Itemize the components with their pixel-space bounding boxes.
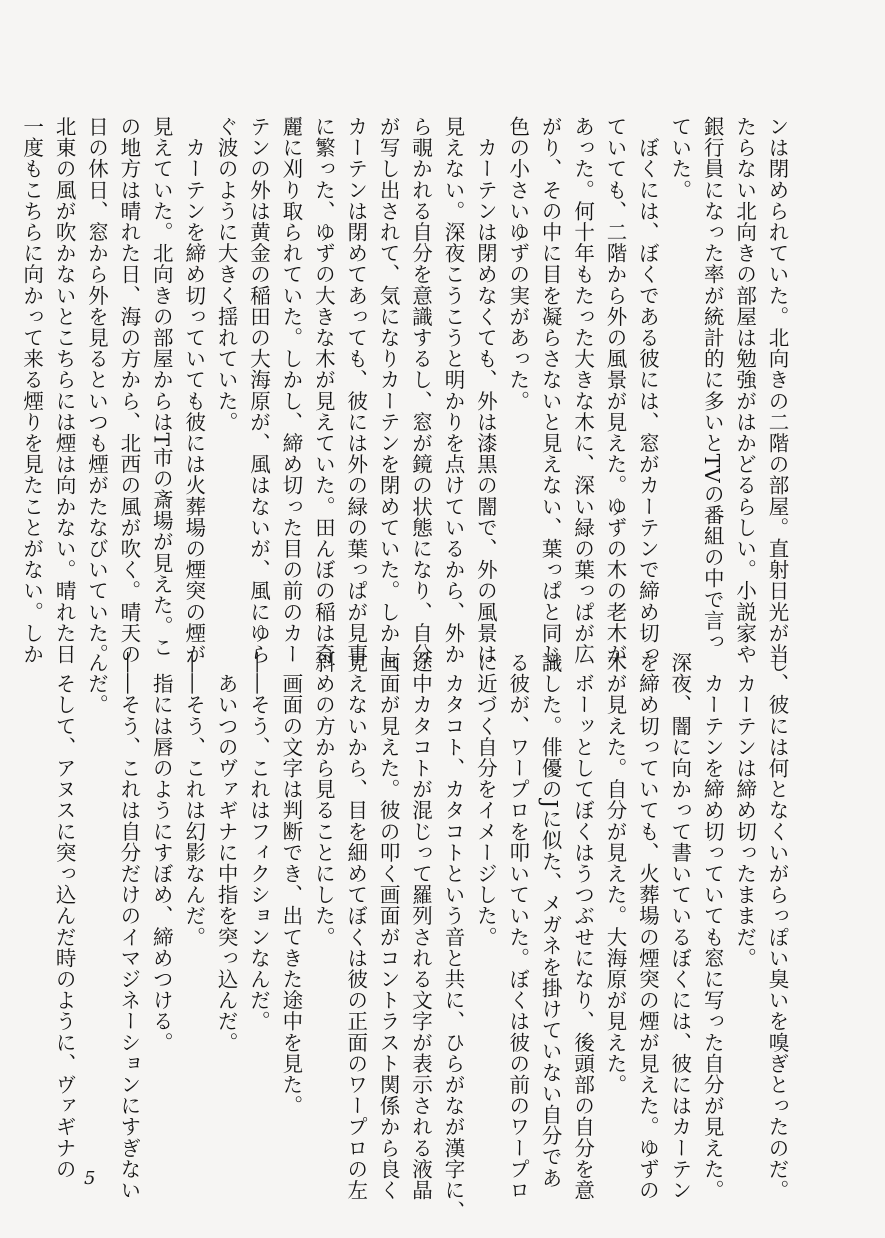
text-column: 識した。俳優のJに似た、メガネを掛けていない自分であ <box>538 652 563 1189</box>
text-column: カーテンは締め切ったままだ。 <box>732 652 757 969</box>
text-column: を締め切っていても、火葬場の煙突の煙が見えた。ゆずの <box>635 652 660 1201</box>
text-column: ていた。 <box>667 116 692 201</box>
text-column: が写し出されて、気になりカーテンを閉めていた。しかし、 <box>376 116 401 686</box>
text-column: 麗に刈り取られていた。しかし、締め切った目の前のカー <box>278 116 303 665</box>
text-column: あった。何十年もたった大きな木に、深い緑の葉っぱが広 <box>570 116 595 665</box>
text-column: テンの外は黄金の稲田の大海原が、風はないが、風にゆら <box>246 116 271 665</box>
text-column: たらない北向きの部屋は勉強がはかどるらしい。小説家や <box>732 116 757 665</box>
text-column: 北東の風が吹かないとこちらには煙は向かない。晴れた日 <box>52 116 77 665</box>
text-column: ボーッとしてぼくはうつぶせになり、後頭部の自分を意 <box>570 652 595 1201</box>
text-column: そして、アヌスに突っ込んだ時のように、ヴァギナの <box>52 652 77 1180</box>
bottom-text-block <box>52 652 793 1222</box>
text-column: ――そう、これは幻影なんだ。 <box>181 652 206 948</box>
text-column: 画面の文字は判断でき、出てきた途中を見た。 <box>278 652 303 1117</box>
text-column: 指には唇のようにすぼめ、締めつける。 <box>149 652 174 1053</box>
text-column: カーテンを締め切っていても彼には火葬場の煙突の煙が <box>181 116 206 665</box>
text-column: カーテンは閉めてあっても、彼には外の緑の葉っぱが見事 <box>343 116 368 665</box>
text-column: 日の休日、窓から外を見るといつも煙がたなびいていた。 <box>84 116 109 665</box>
text-column: 一度もこちらに向かって来る煙りを見たことがない。しか <box>19 116 44 665</box>
text-column: ぼくには、ぼくである彼には、窓がカーテンで締め切っ <box>635 116 660 665</box>
text-column: 見えない。深夜こうこうと明かりを点けているから、外か <box>440 116 465 665</box>
text-column: ら覗かれる自分を意識するし、窓が鏡の状態になり、自分 <box>408 116 433 665</box>
text-column: 斜めの方から見ることにした。 <box>311 652 336 948</box>
text-column: カーテンを締め切っていても窓に写った自分が見えた。 <box>700 652 725 1201</box>
page-number: 5 <box>84 1168 96 1189</box>
text-column: 画面が見えた。彼の叩く画面がコントラスト関係から良く <box>376 652 401 1201</box>
text-column: 深夜、闇に向かって書いているぼくには、彼にはカーテン <box>667 652 692 1201</box>
text-column: がり、その中に目を凝らさないと見えない、葉っぱと同じ <box>538 116 563 665</box>
text-column: 木が見えた。自分が見えた。大海原が見えた。 <box>602 652 627 1096</box>
text-column: 見えないから、目を細めてぼくは彼の正面のワープロの左 <box>343 652 368 1201</box>
text-column: ぐ波のように大きく揺れていた。 <box>214 116 239 433</box>
text-column: 色の小さいゆずの実があった。 <box>505 116 530 412</box>
text-column: 銀行員になった率が統計的に多いとTVの番組の中で言っ <box>700 116 725 653</box>
text-column: に繁った、ゆずの大きな木が見えていた。田んぼの稲は奇 <box>311 116 336 665</box>
text-column: 途中カタコトが混じって羅列される文字が表示される液晶 <box>408 652 433 1201</box>
text-column: 見えていた。北向きの部屋からはT市の斎場が見えた。こ <box>149 116 174 658</box>
text-column: し、彼には何となくいがらっぽい臭いを嗅ぎとったのだ。 <box>765 652 789 1201</box>
text-column: カーテンは閉めなくても、外は漆黒の闇で、外の風景は <box>473 116 498 665</box>
text-column: んだ。 <box>84 652 109 716</box>
text-column: る彼が、ワープロを叩いていた。ぼくは彼の前のワープロ <box>505 652 530 1201</box>
text-column: ンは閉められていた。北向きの二階の部屋。直射日光が当 <box>765 116 789 665</box>
text-column: ――そう、これはフィクションなんだ。 <box>246 652 271 1032</box>
text-column: に近づく自分をイメージした。 <box>473 652 498 948</box>
text-column: カタコト、カタコトという音と共に、ひらがなが漢字に、 <box>440 652 465 1222</box>
text-column: あいつのヴァギナに中指を突っ込んだ。 <box>214 652 239 1053</box>
text-column: ――そう、これは自分だけのイマジネーションにすぎない <box>116 652 141 1201</box>
text-column: ていても、二階から外の風景が見えた。ゆずの木の老木が <box>602 116 627 665</box>
text-column: の地方は晴れた日、海の方から、北西の風が吹く。晴天の <box>116 116 141 665</box>
